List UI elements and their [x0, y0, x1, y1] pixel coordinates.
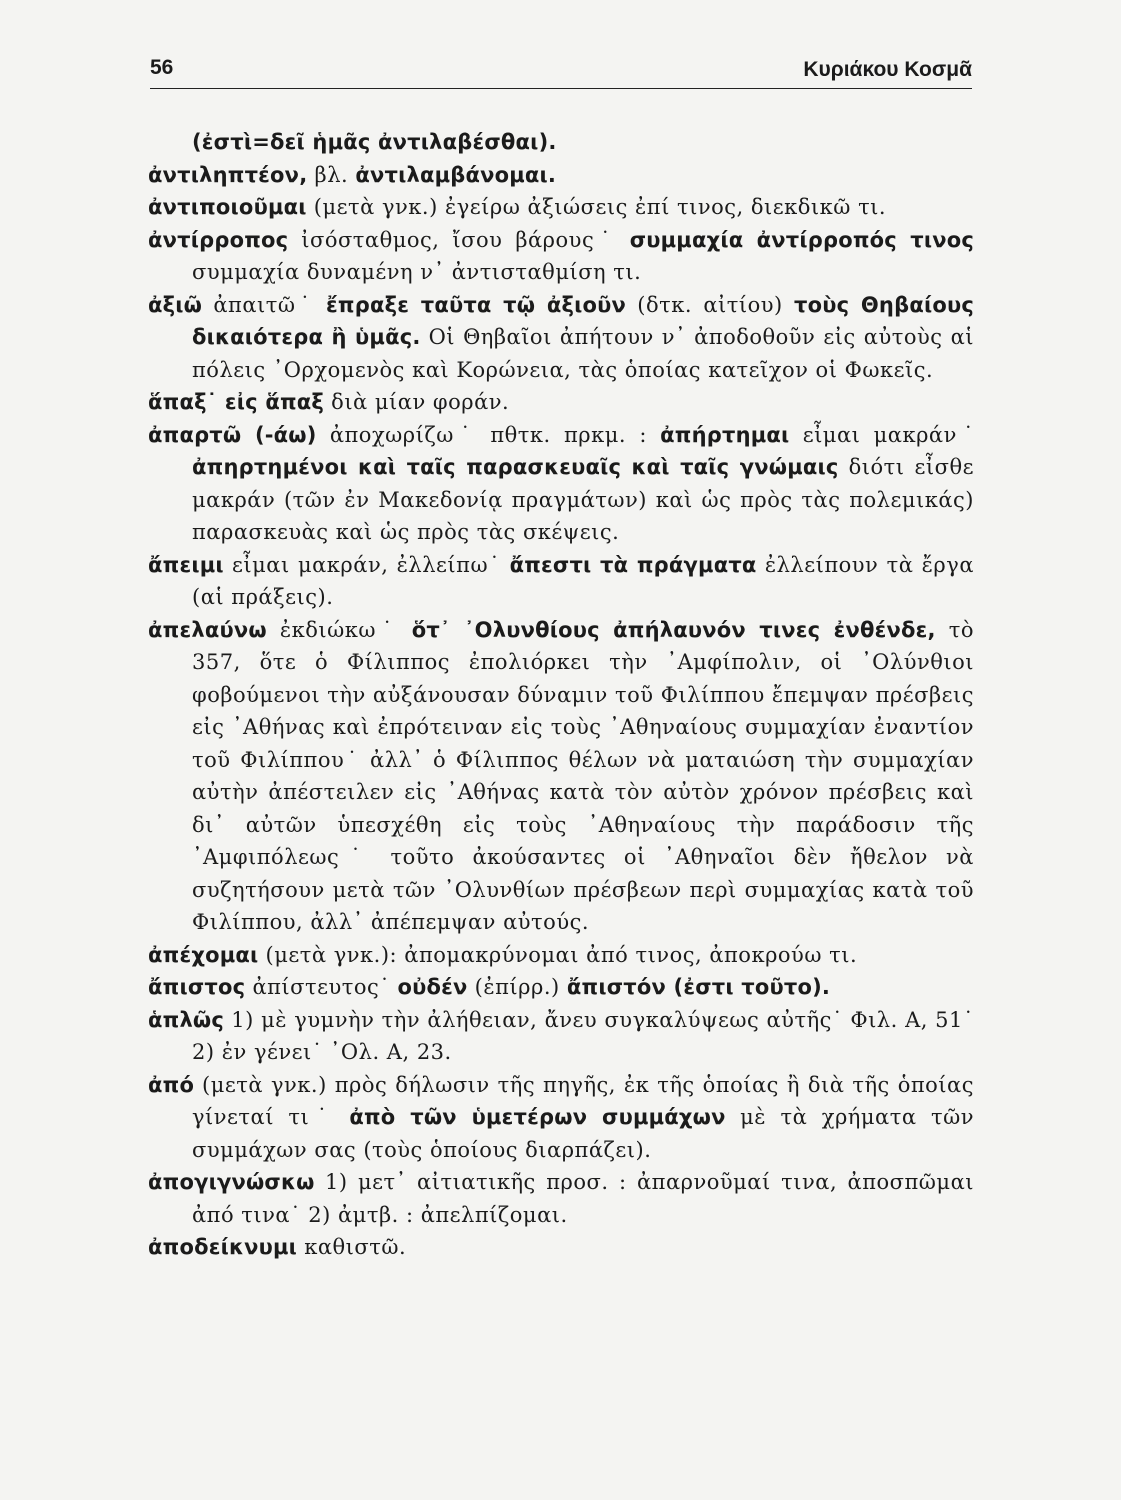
entry-definition: τὸ 357, ὅτε ὁ Φίλιππος ἐπολιόρκει τὴν ᾽Αμφίπολιν, οἱ ᾽Ολύνθιοι φοβούμενοι τὴν αὐξάνουσαν δύναμιν τοῦ Φιλίππου ἔπεμψαν πρέσβεις εἰς ᾽Αθήνας καὶ ἐπρότειναν εἰς τοὺς ᾽Αθηναίους συμμαχίαν ἐναντίον τοῦ Φιλίππου˙ ἀλλ᾽ ὁ Φίλιππος θέλων νὰ ματαιώση τὴν συμμαχίαν αὐτὴν ἀπέστειλεν εἰς ᾽Αθήνας κατὰ τὸν αὐτὸν χρόνον πρέσβεις καὶ δι᾽ αὐτῶν ὑπεσχέθη εἰς τοὺς ᾽Αθηναίους τὴν παράδοσιν τῆς ᾽Αμφιπόλεως˙ τοῦτο ἀκούσαντες οἱ ᾽Αθηναῖοι δὲν ἤθελον νὰ συζητήσουν μετὰ τῶν ᾽Ολυνθίων πρέσβεων περὶ συμμαχίας κατὰ τοῦ Φιλίππου, ἀλλ᾽ ἀπέπεμψαν αὐτούς. — [192, 617, 975, 934]
entry-headword: ἀπό — [148, 1072, 195, 1097]
entry-headword: ἀπελαύνω — [148, 617, 267, 642]
glossary-entry — [148, 126, 974, 159]
entry-definition: ἀπίστευτος˙ — [245, 975, 398, 999]
entry-headword: ἀποδείκνυμι — [148, 1235, 298, 1259]
entry-definition: διότι εἶσθε μακράν (τῶν ἐν Μακεδονίᾳ πραγμάτων) καὶ ὡς πρὸς τὰς πολεμικάς) παρασκευὰς καὶ ὡς πρὸς τὰς σκέψεις. — [192, 455, 974, 544]
entry-definition: (μετὰ γνκ.): ἀπομακρύνομαι ἀπό τινος, ἀποκρούω τι. — [258, 942, 858, 967]
glossary-entry — [148, 289, 974, 387]
entry-definition: μὲ τὰ χρήματα τῶν συμμάχων σας (τοὺς ὁποίους διαρπάζει). — [192, 1105, 974, 1162]
glossary-entry — [148, 614, 974, 939]
entry-definition: διὰ μίαν φοράν. — [324, 390, 510, 414]
entry-headword: (ἐστὶ=δεῖ ἡμᾶς ἀντιλαβέσθαι). — [192, 130, 557, 154]
glossary-entry — [148, 1004, 974, 1069]
entry-definition: (μετὰ γνκ.) ἐγείρω ἀξιώσεις ἐπί τινος, διεκδικῶ τι. — [306, 195, 887, 219]
entry-definition: ἐκδιώκω˙ — [266, 617, 412, 642]
entry-headword: ὅτ᾽ ᾽Ολυνθίους ἀπήλαυνόν τινες ἐνθένδε, — [411, 617, 936, 642]
entry-headword: ἀπογιγνώσκω — [148, 1170, 315, 1194]
entry-headword: ἀντιποιοῦμαι — [148, 195, 307, 219]
glossary-entry — [148, 1166, 974, 1231]
entry-headword: ἀπὸ τῶν ὑμετέρων συμμάχων — [349, 1105, 726, 1129]
entry-headword: ἄπιστος — [148, 975, 246, 999]
entry-headword: ἔπραξε ταῦτα τῷ ἀξιοῦν — [326, 292, 626, 317]
glossary-entry — [148, 159, 974, 192]
entry-headword: ἁπλῶς — [148, 1007, 225, 1032]
page-number: 56 — [150, 56, 174, 79]
entry-headword: ἀπέχομαι — [148, 942, 259, 967]
entry-definition: ἀπαιτῶ˙ — [202, 292, 327, 317]
glossary-entry — [148, 939, 974, 972]
entry-definition: (μετὰ γνκ.) πρὸς δήλωσιν τῆς πηγῆς, ἐκ τῆς ὁποίας ἢ διὰ τῆς ὁποίας γίνεταί τι˙ — [192, 1072, 974, 1129]
glossary-entry — [148, 1231, 974, 1264]
glossary-entries — [148, 126, 974, 1264]
glossary-entry — [148, 971, 974, 1004]
entry-headword: ἀξιῶ — [148, 292, 203, 317]
entry-definition: (δτκ. αἰτίου) — [626, 292, 794, 317]
glossary-entry — [148, 386, 974, 419]
entry-definition: ἐλλείπουν τὰ ἔργα (αἱ πράξεις). — [192, 552, 974, 609]
entry-definition: εἶμαι μακράν˙ — [789, 422, 974, 447]
entry-headword: ἀπήρτημαι — [660, 422, 790, 447]
entry-definition: βλ. — [307, 162, 356, 187]
entry-definition: ἰσόσταθμος, ἴσου βάρους˙ — [288, 227, 630, 252]
entry-headword: ἀντιλαμβάνομαι. — [355, 162, 557, 187]
glossary-entry — [148, 1069, 974, 1167]
glossary-entry — [148, 419, 974, 549]
glossary-entry — [148, 549, 974, 614]
entry-headword: ἄπειμι — [148, 552, 224, 577]
entry-definition: καθιστῶ. — [297, 1235, 407, 1259]
entry-headword: ἀντίρροπος — [148, 227, 289, 252]
entry-definition: συμμαχία δυναμένη ν᾽ ἀντισταθμίση τι. — [192, 260, 642, 284]
entry-headword: ἀπαρτῶ (-άω) — [148, 422, 317, 447]
entry-headword: τοὺς Θηβαίους δικαιότερα ἢ ὑμᾶς. — [192, 292, 974, 349]
entry-definition: Οἱ Θηβαῖοι ἀπήτουν ν᾽ ἀποδοθοῦν εἰς αὐτοὺς αἱ πόλεις ᾽Ορχομενὸς καὶ Κορώνεια, τὰς ὁποίας κατεῖχον οἱ Φωκεῖς. — [192, 325, 974, 382]
glossary-entry — [148, 191, 974, 224]
entry-definition: εἶμαι μακράν, ἐλλείπω˙ — [223, 552, 510, 577]
entry-headword: οὐδέν — [397, 975, 468, 999]
entry-headword: συμμαχία ἀντίρροπός τινος — [629, 227, 974, 252]
entry-definition: ἀποχωρίζω˙ πθτκ. πρκμ. : — [316, 422, 661, 447]
page-header — [150, 56, 972, 89]
glossary-entry — [148, 224, 974, 289]
entry-headword: ἀπηρτημένοι καὶ ταῖς παρασκευαῖς καὶ ταῖς γνώμαις — [192, 455, 839, 479]
entry-headword: ἄπεστι τὰ πράγματα — [509, 552, 757, 577]
entry-definition: 1) μετ᾽ αἰτιατικῆς προσ. : ἀπαρνοῦμαί τινα, ἀποσπῶμαι ἀπό τινα˙ 2) ἀμτβ. : ἀπελπίζομαι. — [192, 1170, 974, 1227]
entry-headword: ἅπαξ˙ εἰς ἅπαξ — [148, 390, 324, 414]
running-head: Κυριάκου Κοσμᾶ — [803, 58, 972, 81]
entry-definition: (ἐπίρρ.) — [467, 975, 567, 999]
entry-headword: ἄπιστόν (ἐστι τοῦτο). — [566, 975, 831, 999]
entry-headword: ἀντιληπτέον, — [148, 162, 308, 187]
entry-definition: 1) μὲ γυμνὴν τὴν ἀλήθειαν, ἄνευ συγκαλύψεως αὐτῆς˙ Φιλ. Α, 51˙ 2) ἐν γένει˙ ᾽Ολ. Α, 23. — [192, 1007, 974, 1064]
